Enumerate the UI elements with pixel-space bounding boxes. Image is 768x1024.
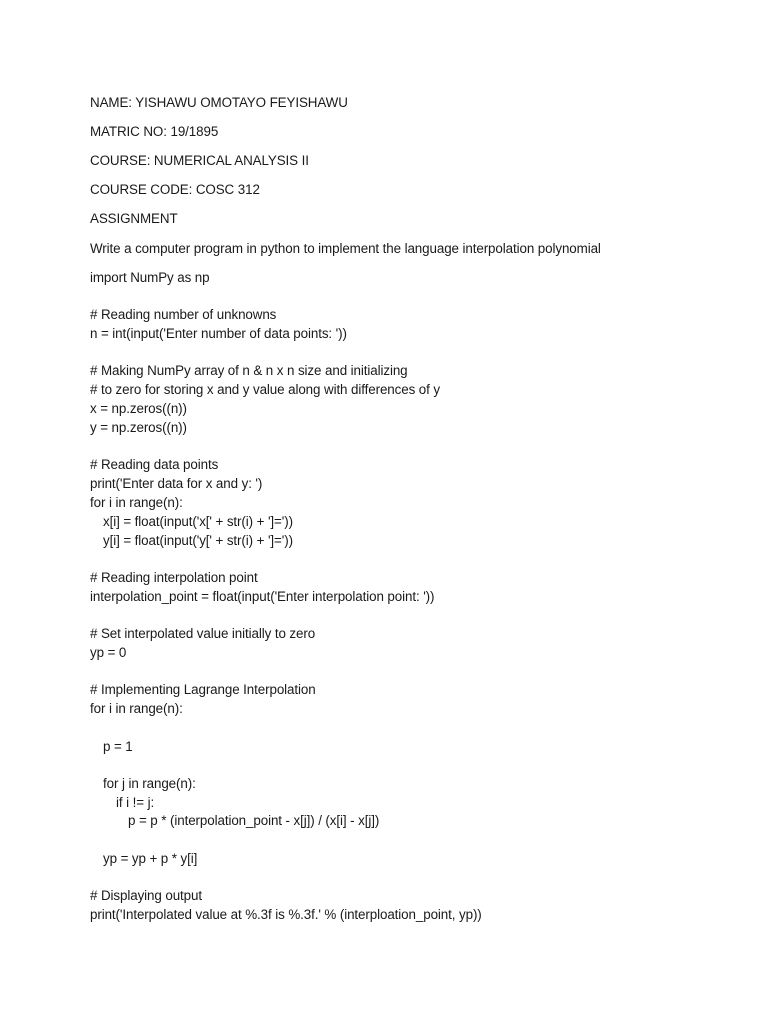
code-line: print('Interpolated value at %.3f is %.3f.' % (interploation_point, yp)) xyxy=(90,907,482,922)
code-line: p = 1 xyxy=(103,739,133,754)
code-line: n = int(input('Enter number of data points: ')) xyxy=(90,326,347,341)
code-line: y[i] = float(input('y[' + str(i) + ']=')) xyxy=(103,533,293,548)
student-name: NAME: YISHAWU OMOTAYO FEYISHAWU xyxy=(90,95,348,110)
code-line: for i in range(n): xyxy=(90,701,183,716)
assignment-question: Write a computer program in python to implement the language interpolation polynomial xyxy=(90,241,601,256)
code-comment: # Displaying output xyxy=(90,888,202,903)
code-comment: # Reading number of unknowns xyxy=(90,307,277,322)
matric-number: MATRIC NO: 19/1895 xyxy=(90,124,219,139)
code-comment: # Making NumPy array of n & n x n size and initializing xyxy=(90,363,408,378)
code-line: yp = yp + p * y[i] xyxy=(103,851,198,866)
course-code: COURSE CODE: COSC 312 xyxy=(90,182,260,197)
code-line: for j in range(n): xyxy=(103,776,196,791)
code-line: y = np.zeros((n)) xyxy=(90,420,187,435)
code-line: p = p * (interpolation_point - x[j]) / (x[i] - x[j]) xyxy=(128,813,380,828)
code-comment: # Reading data points xyxy=(90,457,219,472)
code-line: yp = 0 xyxy=(90,645,127,660)
code-comment: # to zero for storing x and y value along with differences of y xyxy=(90,382,440,397)
assignment-heading: ASSIGNMENT xyxy=(90,211,178,226)
course-title: COURSE: NUMERICAL ANALYSIS II xyxy=(90,153,309,168)
code-line: interpolation_point = float(input('Enter interpolation point: ')) xyxy=(90,589,435,604)
code-line: print('Enter data for x and y: ') xyxy=(90,476,263,491)
code-line: x = np.zeros((n)) xyxy=(90,401,187,416)
code-comment: # Implementing Lagrange Interpolation xyxy=(90,682,316,697)
code-line: for i in range(n): xyxy=(90,495,183,510)
code-line: if i != j: xyxy=(116,795,155,810)
code-comment: # Set interpolated value initially to zero xyxy=(90,626,316,641)
code-line: import NumPy as np xyxy=(90,270,210,285)
code-line: x[i] = float(input('x[' + str(i) + ']=')) xyxy=(103,514,293,529)
code-comment: # Reading interpolation point xyxy=(90,570,258,585)
